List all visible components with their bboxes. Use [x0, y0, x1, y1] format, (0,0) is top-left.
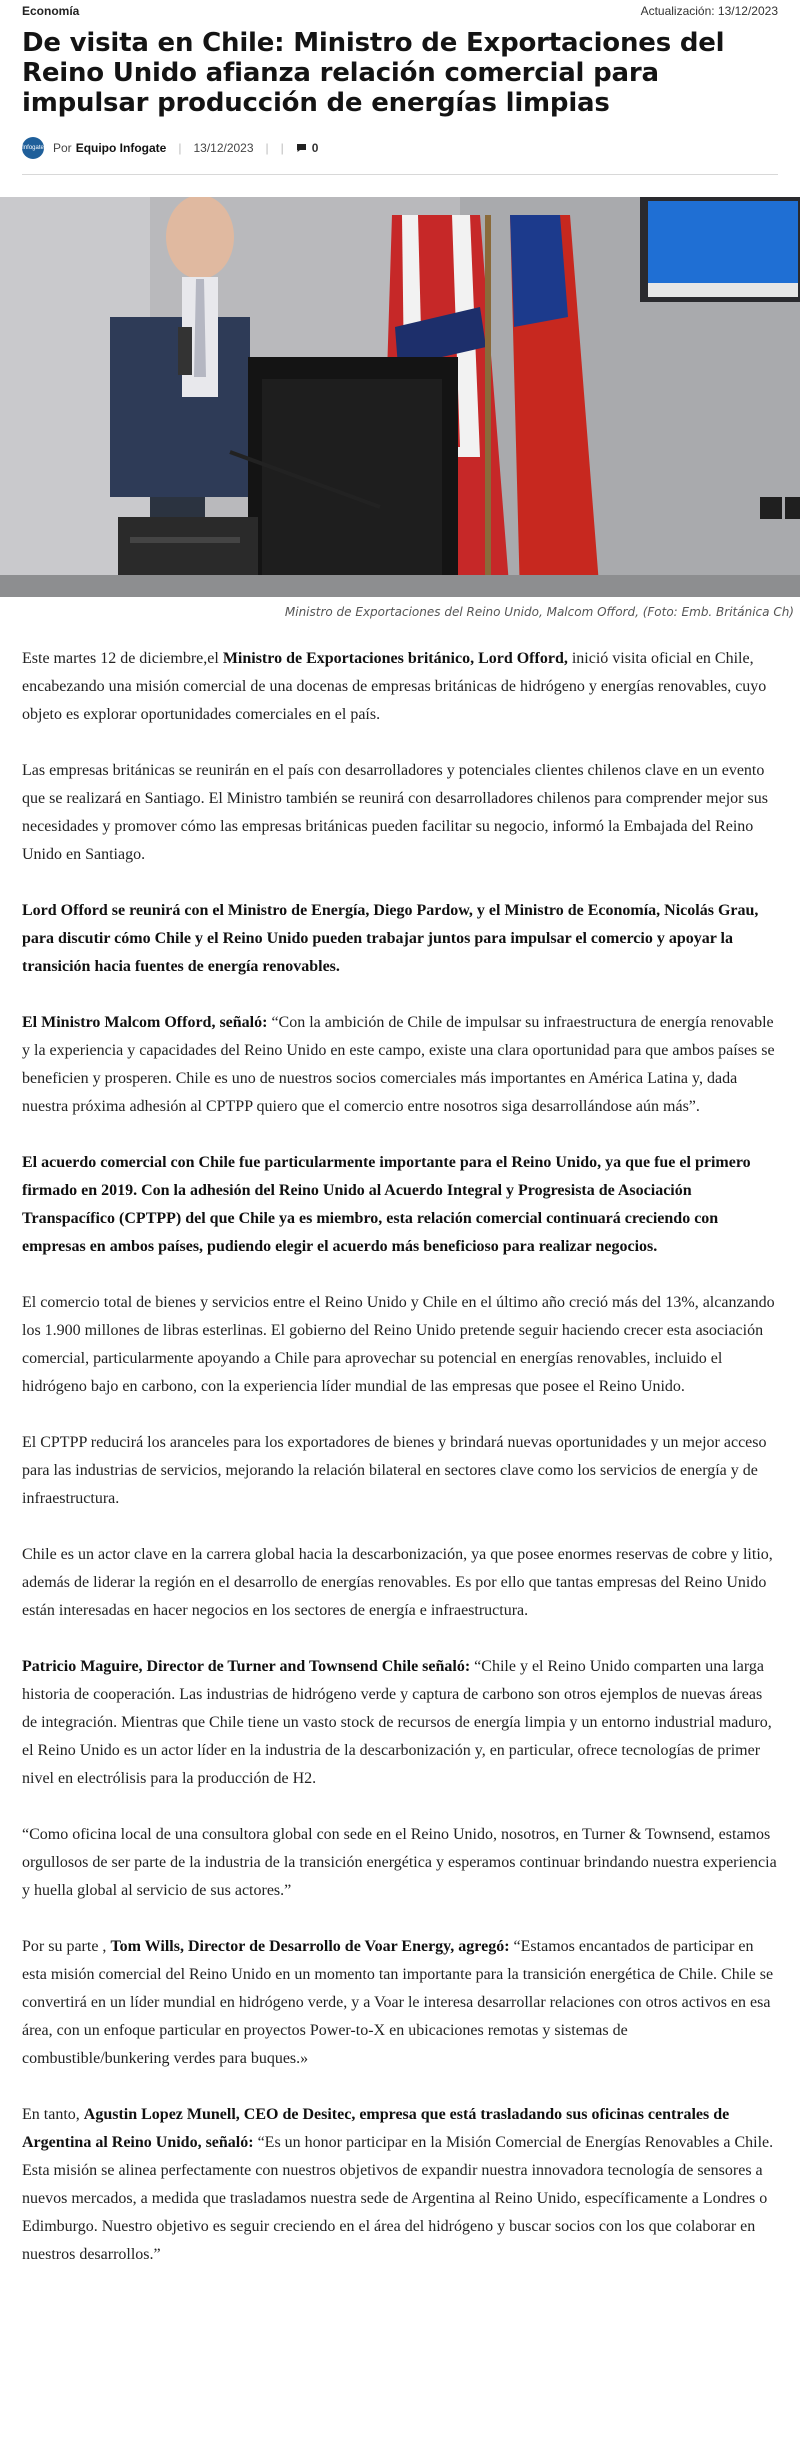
- article-title: De visita en Chile: Ministro de Exportaciones del Reino Unido afianza relación comercial para impulsar producción de energías limpias: [22, 28, 725, 118]
- paragraph-text: El comercio total de bienes y servicios entre el Reino Unido y Chile en el último año creció más del 13%, alcanzando los 1.900 millones de libras esterlinas. El gobierno del Reino Unido pretende seguir haciendo crecer esta asociación comercial, particularmente apoyando a Chile para aprovechar su potencial en energías renovables, incluido el hidrógeno bajo en carbono, con la experiencia líder mundial de las empresas que posee el Reino Unido.: [22, 1294, 775, 1395]
- author-link[interactable]: Equipo Infogate: [75, 141, 167, 155]
- paragraph-text: El CPTPP reducirá los aranceles para los exportadores de bienes y brindará nuevas oportunidades y un mejor acceso para las industrias de servicios, mejorando la relación bilateral en sectores clave como los servicios de energía y de infraestructura.: [22, 1434, 767, 1507]
- paragraph-bold-text: El acuerdo comercial con Chile fue particularmente importante para el Reino Unido, ya que fue el primero firmado en 2019. Con la adhesión del Reino Unido al Acuerdo Integral y Progresista de Asociación Transpacífico (CPTPP) del que Chile ya es miembro, esta relación comercial continuará creciendo con empresas en ambos países, pudiendo elegir el acuerdo más beneficioso para realizar negocios.: [22, 1154, 751, 1255]
- paragraph-text: “Estamos encantados de participar en esta misión comercial del Reino Unido en un momento tan importante para la transición energética de Chile. Chile se convertirá en un líder mundial en hidrógeno verde, y a Voar le interesa desarrollar relaciones con otros activos en esa área, con un enfoque particular en proyectos Power-to-X en ubicaciones remotas y sistemas de combustible/bunkering verdes para buques.»: [22, 1938, 774, 2067]
- paragraph-bold-text: Lord Offord se reunirá con el Ministro de Energía, Diego Pardow, y el Ministro de Economía, Nicolás Grau, para discutir cómo Chile y el Reino Unido pueden trabajar juntos para impulsar el comercio y apoyar la transición hacia fuentes de energía renovables.: [22, 902, 759, 975]
- meta-rule: [22, 174, 778, 175]
- article-paragraph: [22, 2101, 778, 2269]
- paragraph-bold-text: Tom Wills, Director de Desarrollo de Voar Energy, agregó:: [110, 1938, 510, 1955]
- article-paragraph: [22, 1149, 778, 1261]
- paragraph-bold-text: Patricio Maguire, Director de Turner and Townsend Chile señaló:: [22, 1658, 471, 1675]
- paragraph-text: Las empresas británicas se reunirán en el país con desarrolladores y potenciales clientes chilenos clave en un evento que se realizará en Santiago. El Ministro también se reunirá con desarrolladores chilenos para comprender mejor sus necesidades y promover cómo las empresas británicas pueden facilitar su negocio, informó la Embajada del Reino Unido en Santiago.: [22, 762, 768, 863]
- publish-date: 13/12/2023: [193, 141, 254, 155]
- meta-divider: |: [280, 141, 284, 155]
- article-paragraph: [22, 757, 778, 869]
- comments-link[interactable]: [296, 141, 319, 155]
- article-paragraph: [22, 1429, 778, 1513]
- article-body: [0, 619, 800, 2269]
- paragraph-bold-text: Ministro de Exportaciones británico, Lord Offord,: [222, 650, 568, 667]
- update-date: Actualización: 13/12/2023: [640, 4, 778, 18]
- by-label: Por: [53, 141, 72, 155]
- meta-divider: |: [265, 141, 269, 155]
- paragraph-bold-text: El Ministro Malcom Offord, señaló:: [22, 1014, 268, 1031]
- paragraph-text: “Es un honor participar en la Misión Comercial de Energías Renovables a Chile. Esta misión se alinea perfectamente con nuestros objetivos de expandir nuestra innovadora tecnología de sensores a nuevos mercados, a medida que trasladamos nuestra sede de Argentina al Reino Unido, específicamente a Londres o Edimburgo. Nuestro objetivo es seguir creciendo en el área del hidrógeno y buscar socios con los que colaborar en nuestros desarrollos.”: [22, 2134, 774, 2263]
- paragraph-text: Este martes 12 de diciembre,el: [22, 650, 223, 667]
- paragraph-bold-text: Agustin Lopez Munell, CEO de Desitec, empresa que está trasladando sus oficinas centrales de Argentina al Reino Unido, señaló:: [22, 2106, 730, 2151]
- image-caption: Ministro de Exportaciones del Reino Unido, Malcom Offord, (Foto: Emb. Británica Ch): [284, 605, 794, 619]
- paragraph-text: inició visita oficial en Chile, encabezando una misión comercial de una docenas de empresas británicas de hidrógeno y energías renovables, cuyo objeto es explorar oportunidades comerciales en el país.: [22, 650, 767, 723]
- article-paragraph: [22, 1821, 778, 1905]
- article-paragraph: [22, 1933, 778, 2073]
- comment-icon: [296, 143, 307, 153]
- comment-count: 0: [311, 141, 319, 155]
- paragraph-text: “Como oficina local de una consultora global con sede en el Reino Unido, nosotros, en Turner & Townsend, estamos orgullosos de ser parte de la industria de la transición energética y esperamos continuar brindando nuestra experiencia y huella global al servicio de sus actores.”: [22, 1826, 777, 1899]
- paragraph-text: En tanto,: [22, 2106, 84, 2123]
- meta-divider: |: [178, 141, 182, 155]
- paragraph-text: “Con la ambición de Chile de impulsar su infraestructura de energía renovable y la experiencia y capacidades del Reino Unido en este campo, existe una clara oportunidad para que ambos países se beneficien y prosperen. Chile es uno de nuestros socios comerciales más importantes en América Latina y, dada nuestra próxima adhesión al CPTPP quiero que el comercio entre nosotros siga desarrollándose aún más”.: [22, 1014, 775, 1115]
- article-paragraph: [22, 1289, 778, 1401]
- author-avatar[interactable]: Infogate: [22, 137, 44, 159]
- article-photo: [0, 197, 800, 597]
- article-paragraph: [22, 897, 778, 981]
- top-bar: [0, 0, 800, 22]
- article-paragraph: [22, 1541, 778, 1625]
- article-paragraph: [22, 1653, 778, 1793]
- category-link[interactable]: Economía: [22, 4, 80, 18]
- paragraph-text: “Chile y el Reino Unido comparten una larga historia de cooperación. Las industrias de hidrógeno verde y captura de carbono son otros ejemplos de nuevas áreas de integración. Mientras que Chile tiene un vasto stock de recursos de energía limpia y un entorno industrial maduro, el Reino Unido es un actor líder en la industria de la descarbonización y, en particular, ofrece tecnologías de primer nivel en electrólisis para la producción de H2.: [22, 1658, 772, 1787]
- article-paragraph: [22, 645, 778, 729]
- photo-illustration: [0, 197, 800, 597]
- article-meta: [0, 134, 800, 162]
- article-paragraph: [22, 1009, 778, 1121]
- paragraph-text: Por su parte ,: [22, 1938, 111, 1955]
- paragraph-text: Chile es un actor clave en la carrera global hacia la descarbonización, ya que posee enormes reservas de cobre y litio, además de liderar la región en el desarrollo de energías renovables. Es por ello que tantas empresas del Reino Unido están interesadas en hacer negocios en los sectores de energía e infraestructura.: [22, 1546, 773, 1619]
